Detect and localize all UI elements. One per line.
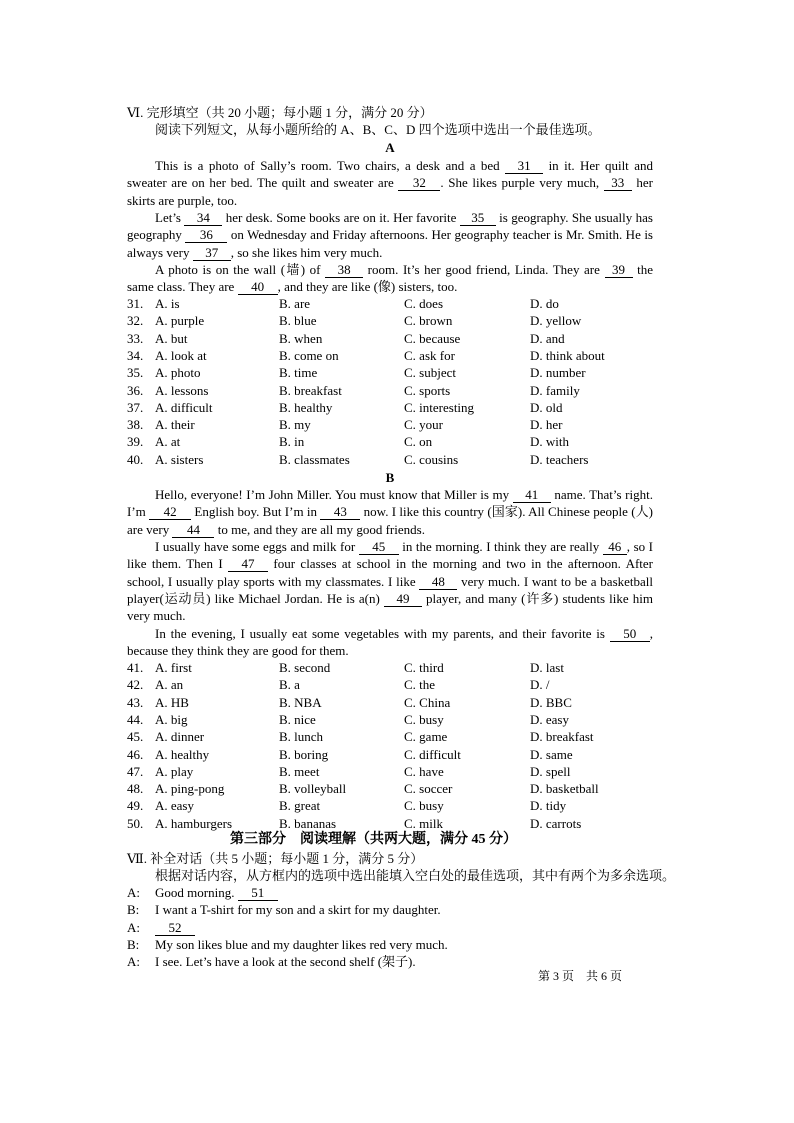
option-a: A. photo	[155, 365, 201, 381]
part-3-heading: 第三部分 阅读理解（共两大题，满分 45 分）	[230, 832, 517, 847]
dialog-blank: 52	[155, 921, 195, 936]
section-7-heading: Ⅶ. 补全对话（共 5 小题；每小题 1 分，满分 5 分）	[127, 851, 424, 866]
dialog-blank: 51	[238, 886, 278, 901]
option-a: A. sisters	[155, 451, 204, 467]
option-d: D. BBC	[530, 694, 572, 710]
dialog-text: I see. Let’s have a look at the second shelf (架子).	[155, 954, 416, 970]
option-b: B. healthy	[279, 399, 333, 415]
dialog-line	[127, 953, 416, 970]
blank-49: 49	[384, 592, 422, 607]
option-b: B. are	[279, 296, 311, 311]
number: 49.	[127, 798, 144, 814]
blank-47: 47	[228, 557, 268, 572]
blank-43: 43	[320, 505, 360, 520]
dialog-line	[127, 884, 278, 901]
option-d: D. do	[530, 296, 559, 311]
option-a: A. first	[155, 660, 192, 675]
option-c: C. interesting	[404, 399, 475, 415]
option-b: B. second	[279, 660, 331, 675]
blank-31: 31	[505, 159, 543, 174]
option-d: D. carrots	[530, 815, 582, 831]
blank-34: 34	[184, 211, 222, 226]
option-a: A. is	[155, 296, 180, 311]
passage-b-paragraph-3: In the evening, I usually eat some vegetables with my parents, and their favorite is 50 , because they think they are good for them.	[127, 626, 653, 659]
speaker: A:	[127, 919, 140, 935]
number: 42.	[127, 677, 144, 693]
option-a: A. easy	[155, 798, 194, 814]
option-a: A. dinner	[155, 729, 205, 745]
option-d: D. breakfast	[530, 729, 594, 745]
option-c: C. difficult	[404, 746, 461, 762]
option-b: B. great	[279, 798, 321, 814]
option-c: C. the	[404, 677, 436, 693]
option-b: B. volleyball	[279, 781, 347, 797]
blank-35: 35	[460, 211, 496, 226]
page-number: 第 3 页 共 6 页	[538, 969, 623, 983]
option-d: D. and	[530, 330, 565, 346]
dialog-text: Good morning.	[155, 885, 238, 900]
option-c: C. subject	[404, 365, 456, 381]
option-b: B. meet	[279, 763, 320, 779]
speaker: B:	[127, 936, 140, 952]
blank-32: 32	[398, 176, 440, 191]
option-c: C. milk	[404, 815, 444, 831]
dialog-text: I want a T-shirt for my son and a skirt for my daughter.	[155, 902, 441, 918]
dialog-line	[127, 936, 448, 953]
option-d: D. spell	[530, 763, 571, 779]
option-a: A. but	[155, 330, 188, 346]
number: 38.	[127, 417, 144, 433]
option-c: C. brown	[404, 313, 453, 329]
option-c: C. busy	[404, 798, 444, 814]
option-b: B. blue	[279, 313, 317, 329]
passage-b-label: B	[385, 470, 395, 485]
number: 37.	[127, 399, 144, 415]
blank-44: 44	[172, 523, 214, 538]
option-a: A. lessons	[155, 382, 209, 398]
section-6-instruction: 阅读下列短文，从每小题所给的 A、B、C、D 四个选项中选出一个最佳选项。	[155, 122, 601, 137]
number: 36.	[127, 382, 144, 398]
option-a: A. play	[155, 763, 194, 779]
blank-33: 33	[604, 176, 632, 191]
blank-42: 42	[149, 505, 191, 520]
option-d: D. /	[530, 677, 550, 693]
blank-41: 41	[513, 488, 551, 503]
number: 43.	[127, 694, 144, 710]
number: 50.	[127, 815, 144, 831]
option-d: D. old	[530, 399, 563, 415]
option-c: C. because	[404, 330, 461, 346]
option-c: C. third	[404, 660, 444, 675]
option-d: D. basketball	[530, 781, 599, 797]
option-b: B. in	[279, 434, 305, 450]
option-c: C. China	[404, 694, 451, 710]
option-b: B. time	[279, 365, 318, 381]
option-a: A. hamburgers	[155, 815, 233, 831]
option-c: C. soccer	[404, 781, 453, 797]
option-b: B. lunch	[279, 729, 324, 745]
option-a: A. healthy	[155, 746, 210, 762]
option-a: A. ping-pong	[155, 781, 225, 797]
option-c: C. ask for	[404, 347, 455, 363]
option-d: D. family	[530, 382, 580, 398]
option-a: A. look at	[155, 347, 207, 363]
option-b: B. boring	[279, 746, 329, 762]
option-a: A. difficult	[155, 399, 213, 415]
option-d: D. same	[530, 746, 573, 762]
blank-38: 38	[325, 263, 363, 278]
blank-36: 36	[185, 228, 227, 243]
number: 34.	[127, 347, 144, 363]
passage-b-paragraph-1: Hello, everyone! I’m John Miller. You must know that Miller is my 41 name. That’s right. I’m 42 English boy. But I’m in 43 now. I like this country (国家). All Chinese people (人) are very 44 to me, and they are all my good friends.	[127, 487, 653, 537]
number: 46.	[127, 746, 144, 762]
passage-a-paragraph-2: Let’s 34 her desk. Some books are on it. Her favorite 35 is geography. She usually has geography 36 on Wednesday and Friday afternoons. Her geography teacher is Mr. Smith. He is always very 37 , so she likes him very much.	[127, 210, 653, 260]
passage-b-paragraph-2: I usually have some eggs and milk for 45 in the morning. I think they are really 46 , so I like them. Then I 47 four classes at school in the morning and two in the afternoon. After school, I usually play sports with my classmates. I like 48 very much. I want to be a basketball player(运动员) like Michael Jordan. He is a(n) 49 player, and many (许多) students like him very much.	[127, 539, 654, 624]
option-d: D. number	[530, 365, 586, 381]
blank-50: 50	[610, 627, 650, 642]
option-c: C. your	[404, 417, 443, 433]
option-a: A. an	[155, 677, 184, 693]
option-d: D. last	[530, 660, 564, 675]
number: 35.	[127, 365, 144, 381]
option-c: C. busy	[404, 711, 444, 727]
dialog-text: My son likes blue and my daughter likes red very much.	[155, 936, 448, 952]
number: 41.	[127, 660, 144, 675]
blank-40: 40	[238, 280, 278, 295]
blank-37: 37	[193, 246, 231, 261]
option-a: A. HB	[155, 694, 189, 710]
number: 39.	[127, 434, 144, 450]
section-7-instruction: 根据对话内容，从方框内的选项中选出能填入空白处的最佳选项，其中有两个为多余选项。	[155, 868, 676, 883]
number: 47.	[127, 763, 144, 779]
number: 45.	[127, 729, 144, 745]
option-d: D. tidy	[530, 798, 567, 814]
option-d: D. yellow	[530, 313, 582, 329]
blank-46: 46	[603, 540, 627, 555]
option-a: A. big	[155, 711, 188, 727]
section-6-heading: Ⅵ. 完形填空（共 20 小题；每小题 1 分，满分 20 分）	[127, 105, 433, 120]
option-c: C. does	[404, 296, 443, 311]
speaker: B:	[127, 902, 140, 918]
blank-39: 39	[605, 263, 633, 278]
passage-a-paragraph-3: A photo is on the wall (墙) of 38 room. It’s her good friend, Linda. They are 39 the same class. They are 40 , and they are like (像) sisters, too.	[127, 262, 653, 295]
option-b: B. come on	[279, 347, 339, 363]
speaker: A:	[127, 954, 140, 970]
option-b: B. a	[279, 677, 300, 693]
option-c: C. game	[404, 729, 448, 745]
speaker: A:	[127, 885, 140, 900]
number: 31.	[127, 296, 144, 311]
option-d: D. think about	[530, 347, 605, 363]
number: 33.	[127, 330, 144, 346]
option-b: B. NBA	[279, 694, 322, 710]
option-c: C. cousins	[404, 451, 459, 467]
option-b: B. classmates	[279, 451, 350, 467]
option-a: A. their	[155, 417, 195, 433]
blank-45: 45	[359, 540, 399, 555]
number: 48.	[127, 781, 144, 797]
option-b: B. nice	[279, 711, 316, 727]
option-d: D. with	[530, 434, 569, 450]
option-b: B. breakfast	[279, 382, 342, 398]
option-d: D. her	[530, 417, 563, 433]
option-a: A. at	[155, 434, 181, 450]
option-c: C. have	[404, 763, 444, 779]
option-d: D. teachers	[530, 451, 589, 467]
passage-a-label: A	[385, 140, 395, 155]
number: 32.	[127, 313, 144, 329]
blank-48: 48	[419, 575, 457, 590]
option-c: C. on	[404, 434, 433, 450]
option-b: B. bananas	[279, 815, 337, 831]
option-a: A. purple	[155, 313, 205, 329]
passage-a-paragraph-1: This is a photo of Sally’s room. Two chairs, a desk and a bed 31 in it. Her quilt and sweater are on her bed. The quilt and sweater are 32 . She likes purple very much, 33 her skirts are purple, too.	[127, 158, 654, 208]
option-d: D. easy	[530, 711, 569, 727]
dialog-line	[127, 919, 195, 936]
option-b: B. when	[279, 330, 323, 346]
option-c: C. sports	[404, 382, 451, 398]
option-b: B. my	[279, 417, 311, 433]
number: 40.	[127, 451, 144, 467]
dialog-line	[127, 901, 441, 918]
number: 44.	[127, 711, 144, 727]
